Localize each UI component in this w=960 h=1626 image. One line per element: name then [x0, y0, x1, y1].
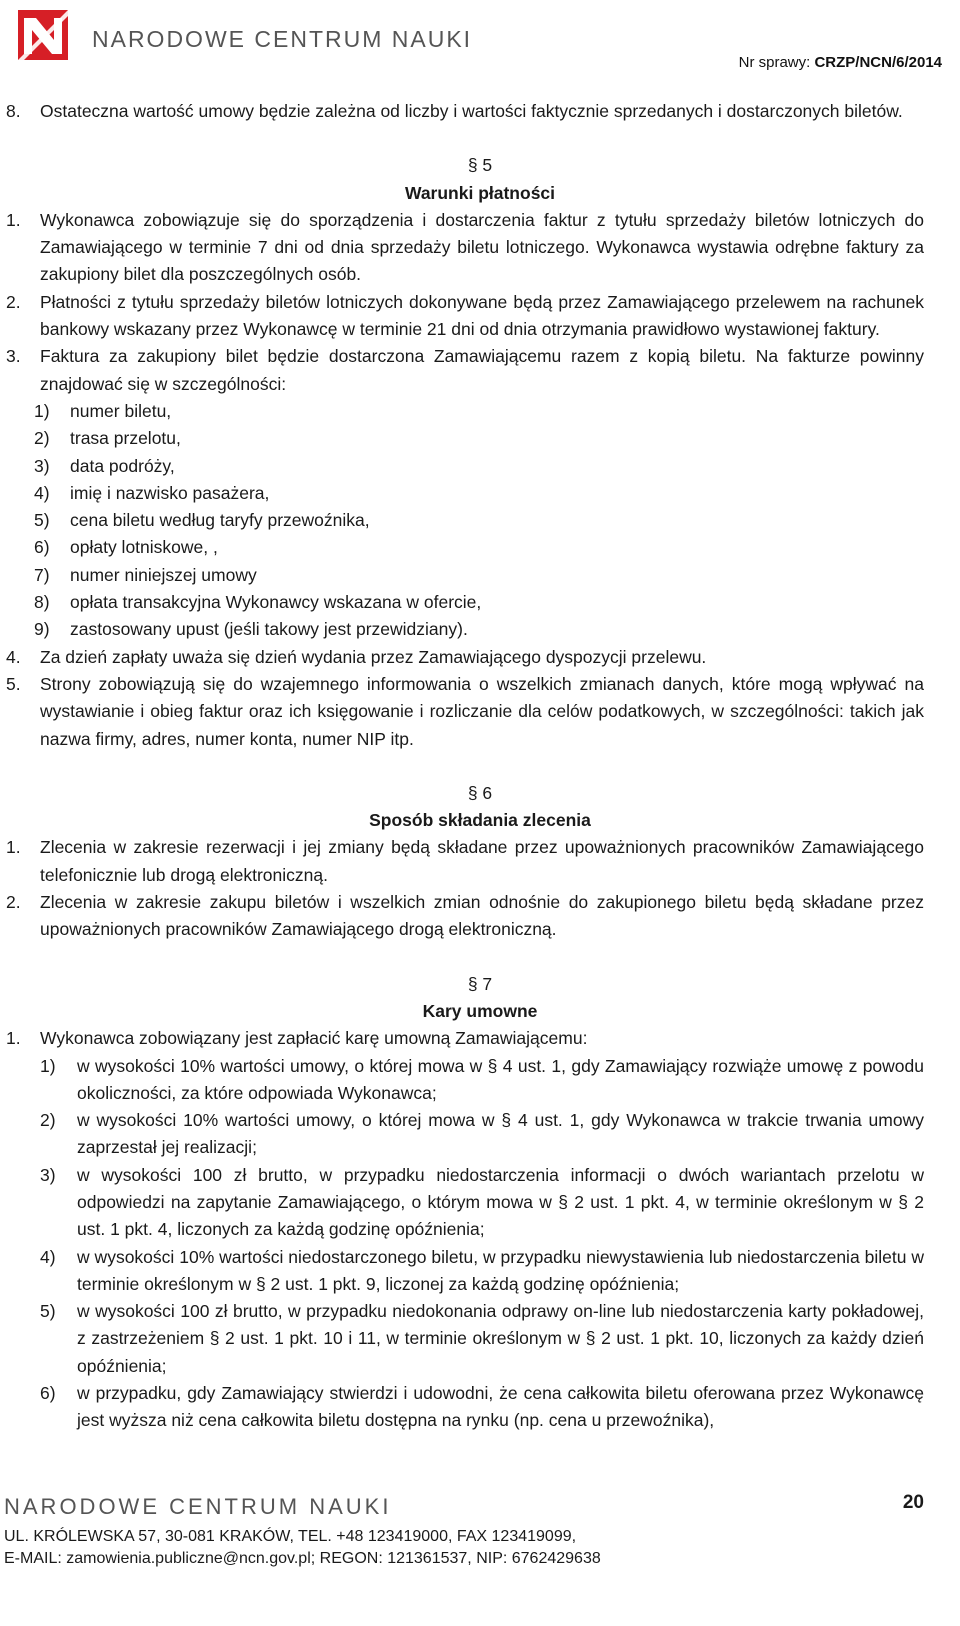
- list-item: 1. Zlecenia w zakresie rezerwacji i jej zmiany będą składane przez upoważnionych pracowników Zamawiającego telefonicznie lub drogą elektroniczną.: [6, 837, 924, 885]
- list-item: 3) data podróży,: [34, 455, 175, 476]
- ncn-logo-icon: [18, 10, 68, 60]
- list-item: 2) w wysokości 10% wartości umowy, o której mowa w § 4 ust. 1, gdy Wykonawca w trakcie trwania umowy zaprzestał jej realizacji;: [40, 1110, 924, 1158]
- section-mark: § 6: [467, 782, 493, 803]
- section-title: Warunki płatności: [404, 182, 556, 203]
- list-item: 1) numer biletu,: [34, 400, 172, 421]
- item-text: Faktura za zakupiony bilet będzie dostarczona Zamawiającemu razem z kopią biletu. Na fakturze powinny znajdować się w szczególności:: [40, 346, 924, 394]
- list-item: 5. Strony zobowiązują się do wzajemnego informowania o wszelkich zmianach danych, które mogą wpływać na wystawianie i obieg faktur oraz ich księgowanie i rozliczanie dla celów podatkowych, w szczególności: takich jak nazwa firmy, adres, numer konta, numer NIP itp.: [6, 673, 924, 749]
- list-item: [0, 207, 960, 289]
- list-item: 4. Za dzień zapłaty uważa się dzień wydania przez Zamawiającego dyspozycji przelewu.: [6, 646, 707, 667]
- item-text: Wykonawca zobowiązuje się do sporządzenia i dostarczenia faktur z tytułu sprzedaży biletów lotniczych do Zamawiającego w terminie 7 dni od dnia sprzedaży biletu lotniczego. Wykonawca wystawia odrębne faktury za zakupiony bilet dla poszczególnych osób.: [40, 209, 924, 285]
- list-item: [0, 98, 960, 125]
- list-item: 5) cena biletu według taryfy przewoźnika,: [34, 510, 370, 531]
- list-item: 2) trasa przelotu,: [34, 428, 181, 449]
- list-item: 4) imię i nazwisko pasażera,: [34, 482, 270, 503]
- sub-list: [0, 398, 960, 644]
- section-title: Kary umowne: [422, 1000, 538, 1021]
- section-mark: § 5: [467, 155, 493, 176]
- list-item: [0, 289, 960, 344]
- page-number: 20: [902, 1492, 924, 1513]
- item-number: 2.: [6, 291, 21, 312]
- list-group: [0, 207, 960, 398]
- case-number: Nr sprawy: CRZP/NCN/6/2014: [738, 54, 942, 71]
- list-item: 9) zastosowany upust (jeśli takowy jest przewidziany).: [34, 619, 468, 640]
- list-item: 6) opłaty lotniskowe, ,: [34, 537, 218, 558]
- footer-brand: NARODOWE CENTRUM NAUKI: [4, 1494, 392, 1519]
- page-header: [18, 10, 942, 70]
- list-item: 2. Zlecenia w zakresie zakupu biletów i wszelkich zmian odnośnie do zakupionego biletu będą składane przez upoważnionych pracowników Zamawiającego drogą elektroniczną.: [6, 892, 924, 940]
- list-item: 1. Wykonawca zobowiązany jest zapłacić karę umowną Zamawiającemu:: [6, 1028, 588, 1049]
- list-item: [0, 343, 960, 398]
- list-item: 1) w wysokości 10% wartości umowy, o której mowa w § 4 ust. 1, gdy Zamawiający rozwiąże umowę z powodu okoliczności, za które odpowiada Wykonawca;: [40, 1055, 924, 1103]
- item-text: Ostateczna wartość umowy będzie zależna od liczby i wartości faktycznie sprzedanych i dostarczonych biletów.: [40, 101, 903, 121]
- section-mark: § 7: [467, 973, 493, 994]
- brand-name: NARODOWE CENTRUM NAUKI: [92, 26, 473, 52]
- item-text: Płatności z tytułu sprzedaży biletów lotniczych dokonywane będą przez Zamawiającego przelewem na rachunek bankowy wskazany przez Wykonawcę w terminie 21 dni od dnia otrzymania prawidłowo wystawionej faktury.: [40, 291, 924, 340]
- list-item: 6) w przypadku, gdy Zamawiający stwierdzi i udowodni, że cena całkowita biletu oferowana przez Wykonawcę jest wyższa niż cena całkowita biletu dostępna na rynku (np. cena u przewoźnika),: [40, 1383, 924, 1431]
- list-item: 7) numer niniejszej umowy: [34, 564, 257, 585]
- item-number: 3.: [6, 346, 21, 367]
- list-item: 4) w wysokości 10% wartości niedostarczonego biletu, w przypadku niewystawienia lub niedostarczenia biletu w terminie określonym w § 2 ust. 1 pkt. 9, liczonej za każdą godzinę opóźnienia;: [40, 1246, 924, 1294]
- footer-contact: E-MAIL: zamowienia.publiczne@ncn.gov.pl; REGON: 121361537, NIP: 6762429638: [4, 1550, 601, 1567]
- document-body: [0, 98, 960, 1435]
- list-item: 5) w wysokości 100 zł brutto, w przypadku niedokonania odprawy on-line lub niedostarczenia karty pokładowej, z zastrzeżeniem § 2 ust. 1 pkt. 10 i 11, w terminie określonym w § 2 ust. 1 pkt. 10, liczonych za każdy dzień opóźnienia;: [40, 1301, 924, 1376]
- section-title: Sposób składania zlecenia: [369, 810, 591, 831]
- item-number: 1.: [6, 209, 21, 230]
- item-number: 8.: [6, 101, 21, 121]
- list-item: 3) w wysokości 100 zł brutto, w przypadku niedostarczenia informacji o dwóch wariantach przelotu w odpowiedzi na zapytanie Zamawiającego, o którym mowa w § 2 ust. 1 pkt. 4, w terminie określonym w § 2 ust. 1 pkt. 4, liczonych za każdą godzinę opóźnienia;: [40, 1164, 924, 1240]
- sub-list: [0, 1053, 960, 1435]
- footer-address: UL. KRÓLEWSKA 57, 30-081 KRAKÓW, TEL. +48 123419000, FAX 123419099,: [4, 1528, 577, 1545]
- page-footer: [0, 1494, 960, 1626]
- list-item: 8) opłata transakcyjna Wykonawcy wskazana w ofercie,: [34, 592, 482, 613]
